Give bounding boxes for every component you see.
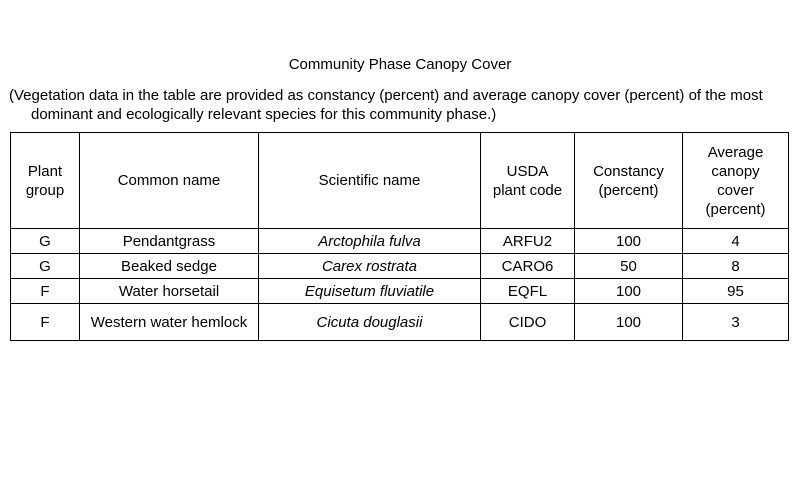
cell-plant-group: F: [11, 304, 80, 341]
header-line: Scientific name: [318, 172, 421, 189]
header-plant-group: [11, 133, 80, 229]
canopy-cover-table: [10, 132, 789, 341]
cell-constancy: 100: [575, 229, 683, 254]
cell-plant-code: CARO6: [481, 254, 575, 279]
table-row: [11, 304, 789, 341]
header-line: Common name: [117, 172, 221, 189]
cell-common-name: Beaked sedge: [80, 254, 259, 279]
header-line: canopy: [711, 162, 760, 180]
cell-plant-group: F: [11, 279, 80, 304]
header-line: USDA: [506, 162, 549, 180]
header-line: cover: [717, 181, 754, 199]
cell-scientific-name: Cicuta douglasii: [259, 304, 481, 341]
cell-plant-code: ARFU2: [481, 229, 575, 254]
cell-canopy-cover: 8: [683, 254, 789, 279]
header-line: Average: [707, 143, 764, 161]
header-usda-plant-code: [481, 133, 575, 229]
header-line: Constancy: [593, 162, 664, 180]
cell-canopy-cover: 3: [683, 304, 789, 341]
header-line: (percent): [705, 200, 766, 218]
cell-plant-code: CIDO: [481, 304, 575, 341]
cell-scientific-name: Arctophila fulva: [259, 229, 481, 254]
cell-constancy: 100: [575, 304, 683, 341]
cell-plant-group: G: [11, 229, 80, 254]
cell-scientific-name: Equisetum fluviatile: [259, 279, 481, 304]
table-caption: (Vegetation data in the table are provided as constancy (percent) and average canopy cover (percent) of the most dominant and ecologically relevant species for this community phase.): [9, 87, 763, 123]
cell-plant-group: G: [11, 254, 80, 279]
header-line: Plant: [27, 162, 63, 180]
header-line: (percent): [598, 181, 659, 199]
cell-constancy: 100: [575, 279, 683, 304]
header-common-name: [80, 133, 259, 229]
cell-constancy: 50: [575, 254, 683, 279]
cell-canopy-cover: 95: [683, 279, 789, 304]
cell-common-name: Western water hemlock: [80, 304, 259, 341]
table-row: [11, 279, 789, 304]
cell-plant-code: EQFL: [481, 279, 575, 304]
header-constancy: [575, 133, 683, 229]
header-scientific-name: [259, 133, 481, 229]
page-title: Community Phase Canopy Cover: [288, 56, 512, 73]
cell-canopy-cover: 4: [683, 229, 789, 254]
table-header-row: [11, 133, 789, 229]
header-line: group: [25, 181, 65, 199]
table-row: [11, 229, 789, 254]
cell-common-name: Water horsetail: [80, 279, 259, 304]
cell-common-name: Pendantgrass: [80, 229, 259, 254]
table-row: [11, 254, 789, 279]
header-average-canopy-cover: [683, 133, 789, 229]
header-line: plant code: [492, 181, 563, 199]
cell-scientific-name: Carex rostrata: [259, 254, 481, 279]
